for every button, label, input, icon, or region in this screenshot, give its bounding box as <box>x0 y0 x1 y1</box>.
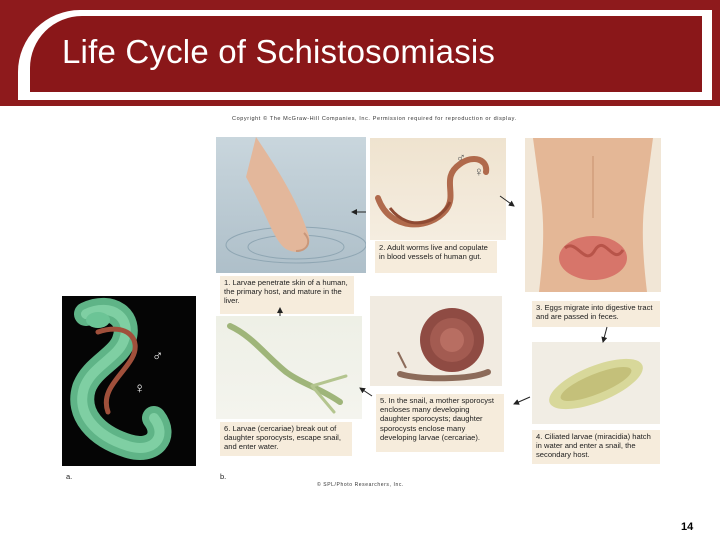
step-4-caption: 4. Ciliated larvae (miracidia) hatch in water and enter a snail, the secondary host. <box>532 430 660 464</box>
snail-illustration <box>370 296 502 386</box>
worm-pair-micrograph <box>62 296 196 466</box>
slide-number: 14 <box>681 521 694 533</box>
slide-title: Life Cycle of Schistosomiasis <box>62 33 496 70</box>
miracidium-image <box>532 342 660 424</box>
micrograph-panel-a <box>62 296 196 466</box>
hand-illustration <box>216 137 366 273</box>
miracidium-illustration <box>532 342 660 424</box>
step-3-caption: 3. Eggs migrate into digestive tract and are passed in feces. <box>532 301 660 327</box>
panel-label-a: a. <box>66 472 73 481</box>
male-symbol-adult: ♂ <box>456 150 466 165</box>
female-symbol-micrograph: ♀ <box>134 380 146 397</box>
male-symbol-micrograph: ♂ <box>152 348 164 365</box>
adult-worms-illustration <box>370 138 506 240</box>
human-torso-image <box>525 138 661 292</box>
step-5-caption: 5. In the snail, a mother sporocyst encloses many developing daughter sporocysts; daughter sporocysts enclose many developing larvae (cercariae). <box>376 394 504 452</box>
torso-illustration <box>525 138 661 292</box>
cercaria-image <box>216 316 362 419</box>
step-2-caption: 2. Adult worms live and copulate in blood vessels of human gut. <box>375 241 497 273</box>
hand-in-water-image <box>216 137 366 273</box>
photo-credit: © SPL/Photo Researchers, Inc. <box>317 482 404 488</box>
adult-worms-image <box>370 138 506 240</box>
step-6-caption: 6. Larvae (cercariae) break out of daughter sporocysts, escape snail, and enter water. <box>220 422 352 456</box>
cercaria-illustration <box>216 316 362 419</box>
arrow-step4-to-step5 <box>514 397 530 404</box>
panel-label-b: b. <box>220 472 227 481</box>
step-1-caption: 1. Larvae penetrate skin of a human, the primary host, and mature in the liver. <box>220 276 354 314</box>
female-symbol-adult: ♀ <box>474 164 484 179</box>
arrow-step3-to-step4 <box>603 327 607 342</box>
copyright-notice: Copyright © The McGraw-Hill Companies, Inc. Permission required for reproduction or display. <box>232 116 517 122</box>
snail-image <box>370 296 502 386</box>
